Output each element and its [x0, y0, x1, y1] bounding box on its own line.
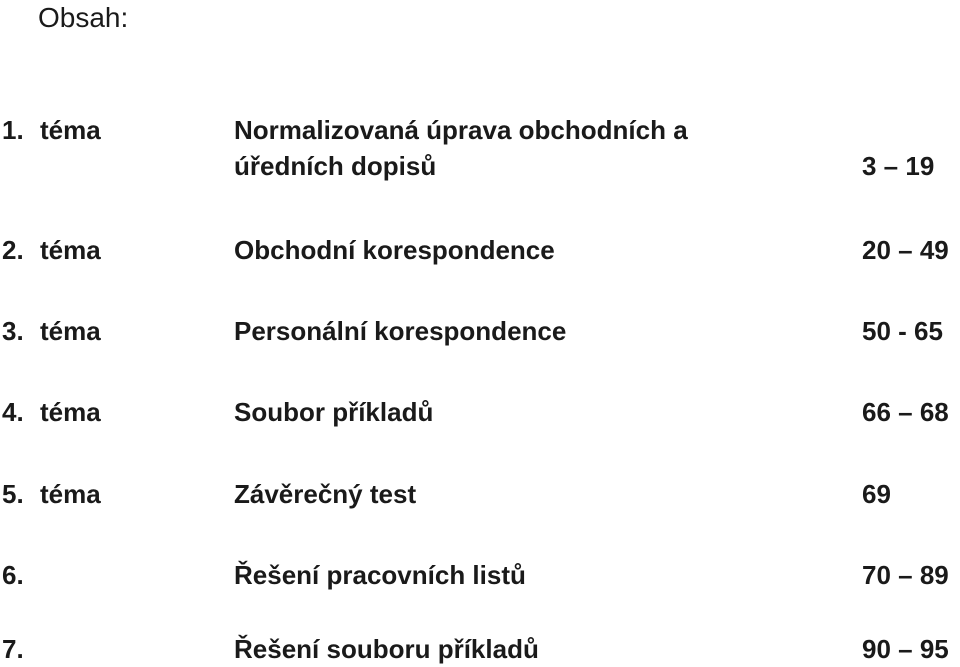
toc-entry-title: Personální korespondence: [234, 316, 567, 346]
toc-entry-pages: 70 – 89: [862, 560, 949, 590]
toc-entry-number: 7.: [2, 634, 24, 664]
toc-entry-title: Řešení pracovních listů: [234, 560, 526, 590]
toc-entry-label: téma: [40, 397, 101, 427]
toc-entry-title-line1: Normalizovaná úprava obchodních a: [234, 115, 688, 145]
toc-entry-pages: 3 – 19: [862, 151, 935, 181]
toc-entry: [0, 112, 960, 184]
toc-entry-number: 2.: [2, 235, 24, 265]
toc-entry-title: Řešení souboru příkladů: [234, 634, 539, 664]
toc-entry-number: 6.: [2, 560, 24, 590]
toc-entry-title: Obchodní korespondence: [234, 235, 555, 265]
toc-entry-title-line2: úředních dopisů: [234, 151, 437, 181]
toc-entry-title: [234, 112, 794, 184]
toc-entry-pages: 66 – 68: [862, 397, 949, 427]
toc-entry-label: téma: [40, 316, 101, 346]
toc-entry-number: 3.: [2, 316, 24, 346]
toc-heading: Obsah:: [38, 2, 129, 33]
toc-entry-label: téma: [40, 479, 101, 509]
toc-entry-title: Soubor příkladů: [234, 397, 434, 427]
toc-entry-pages: 90 – 95: [862, 634, 949, 664]
toc-entry-label: téma: [40, 235, 101, 265]
toc-entry-number: 1.: [2, 115, 24, 145]
toc-entry-pages: 20 – 49: [862, 235, 949, 265]
toc-entry-number: 4.: [2, 397, 24, 427]
toc-entry-pages: 50 - 65: [862, 316, 943, 346]
toc-entry-pages: 69: [862, 479, 891, 509]
toc-entry-title: Závěrečný test: [234, 479, 417, 509]
toc-entry-number: 5.: [2, 479, 24, 509]
toc-entry-label: téma: [40, 115, 101, 145]
